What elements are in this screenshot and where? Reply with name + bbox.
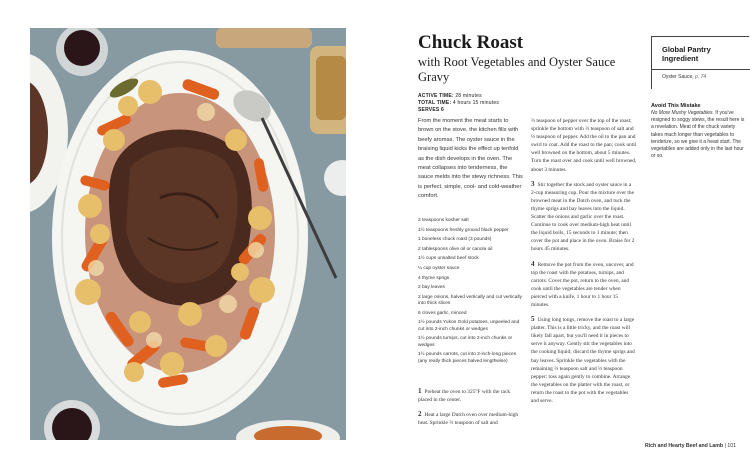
pantry-ingredient-name: Oyster Sauce, (662, 74, 694, 80)
serves-row (418, 107, 628, 114)
recipe-header (418, 32, 628, 114)
step-text: Remove the pot from the oven, uncover, and top the roast with the potatoes, turnips, and carrots. Cover the pot, return to the oven, and cook until the vegetables are tender when pierced with a knife, 1 hour to 1 hour 15 minutes. (531, 261, 634, 308)
tip-box (651, 102, 746, 160)
step-text: Stir together the stock and oyster sauce in a 2-cup measuring cup. Pour the mixture over the browned meat in the Dutch oven, and tuck the thyme sprigs and bay leaves into the liquid. Scatter the onions and garlic over the roast. Continue to cook over medium-high heat until the liquid boils, 15 seconds to 1 minute; then cover the pot and place in the oven. Braise for 2 hours 45 minutes. (531, 181, 635, 253)
steps-column-left (418, 387, 524, 433)
steps-column-right (531, 117, 637, 411)
serves-value: 6 (441, 107, 444, 113)
step-number: 5 (531, 315, 535, 324)
total-time-label: TOTAL TIME: (418, 100, 452, 106)
step-2-continued: ⅔ teaspoon of pepper over the top of the roast; sprinkle the bottom with ⅔ teaspoon of salt and ⅓ teaspoon of pepper. Add the oil to the pan and swirl to coat. Add the roast to the pan; cook until well browned on the bottom, about 5 minutes. Turn the roast over and cook until well browned, about 3 minutes. (531, 118, 637, 173)
step-3 (531, 180, 637, 254)
recipe-photo (30, 28, 346, 440)
recipe-meta (418, 93, 628, 114)
cutting-board (216, 28, 312, 48)
tip-lead: No More Mushy Vegetables. (651, 110, 714, 116)
ingredient-item: 4 thyme sprigs (418, 275, 450, 281)
pantry-title: Global Pantry Ingredient (662, 45, 711, 63)
ingredient-item: 1 boneless chuck roast (3 pounds) (418, 237, 492, 243)
ingredient-item: 2 tablespoons olive oil or canola oil (418, 246, 493, 252)
ingredient-item: 2 bay leaves (418, 285, 445, 291)
serves-label: SERVES (418, 107, 440, 113)
pantry-ingredient (662, 74, 749, 81)
step-number: 2 (418, 410, 422, 419)
active-time-value: 28 minutes (455, 93, 482, 99)
ingredient-list (418, 218, 524, 368)
page-footer (645, 443, 736, 449)
step-text: Using long tongs, remove the roast to a large platter. This is a little tricky, and the roast will likely fall apart, but you'll need it in pieces to serve it anyway. Gently stir the vegetables into the cooking liquid; discard the thyme sprigs and bay leaves. Sprinkle the vegetables with the remaining ⅔ teaspoon salt and ⅓ teaspoon pepper; toss again gently to combine. Arrange the vegetables on the platter with the roast, or return the roast to the pot with the vegetables and serve. (531, 317, 635, 404)
ingredient-item: ¼ cup oyster sauce (418, 265, 460, 271)
step-number: 3 (531, 179, 535, 188)
step-number: 1 (418, 387, 422, 395)
ingredient-item: 1½ teaspoons freshly ground black pepper (418, 227, 509, 233)
step-5 (531, 315, 637, 405)
ingredient-item: 2 teaspoons kosher salt (418, 218, 469, 223)
pantry-divider (652, 69, 750, 70)
recipe-title: Chuck Roast (418, 32, 524, 53)
step-4 (531, 260, 637, 310)
recipe-subtitle: with Root Vegetables and Oyster Sauce Gravy (418, 55, 616, 84)
pantry-page-ref: p. 74 (695, 74, 707, 80)
active-time-label: ACTIVE TIME: (418, 93, 454, 99)
total-time-value: 4 hours 15 minutes (452, 100, 500, 106)
step-2 (418, 410, 524, 427)
step-number: 4 (531, 259, 535, 268)
recipe-intro: From the moment the meat starts to brown on the stove, the kitchen fills with beefy aromas. The oyster sauce in the braising liquid kicks the effect up tenfold as the dish develops in the oven. The meat collapses into tenderness, the sauce melds into the stewy richness. This is perfect, simple, cool- and cold-weather comfort. (418, 118, 523, 200)
step-1 (418, 387, 524, 404)
ingredient-item: 1½ pounds Yukon Gold potatoes, unpeeled and cut into 2-inch chunks or wedges (418, 320, 520, 332)
footer-separator: | (724, 443, 728, 449)
ingredient-item: 2 large onions, halved vertically and cut vertically into thick slices (418, 294, 522, 307)
active-time-row (418, 93, 628, 100)
step-text: Heat a large Dutch oven over medium-high heat. Sprinkle ⅔ teaspoon of salt and (418, 412, 519, 427)
ingredient-item: 1½ pounds carrots, cut into 2-inch-long pieces (any really thick pieces halved lengthwise) (418, 352, 517, 364)
ingredient-item: 1½ cups unsalted beef stock (418, 256, 479, 262)
ingredient-item: 6 cloves garlic, minced (418, 310, 467, 316)
ingredient-item: 1½ pounds turnips, cut into 2-inch chunks or wedges (418, 336, 513, 348)
footer-section: Rich and Hearty Beef and Lamb (644, 443, 724, 449)
step-text: Preheat the oven to 325°F with the rack placed in the center. (418, 389, 511, 404)
page-number: 101 (727, 443, 736, 449)
tip-text: If you've resigned to soggy stews, the result here is a revelation. Meat of the chuck variety takes much longer than vegetables to tenderize, so we give it a head start. The vegetables are added only in the last hour or so. (651, 110, 745, 160)
total-time-row (418, 100, 628, 107)
tip-title: Avoid This Mistake (651, 103, 701, 109)
global-pantry-box (651, 36, 749, 89)
tip-body (651, 110, 746, 160)
chuck-roast-photo (30, 28, 346, 440)
